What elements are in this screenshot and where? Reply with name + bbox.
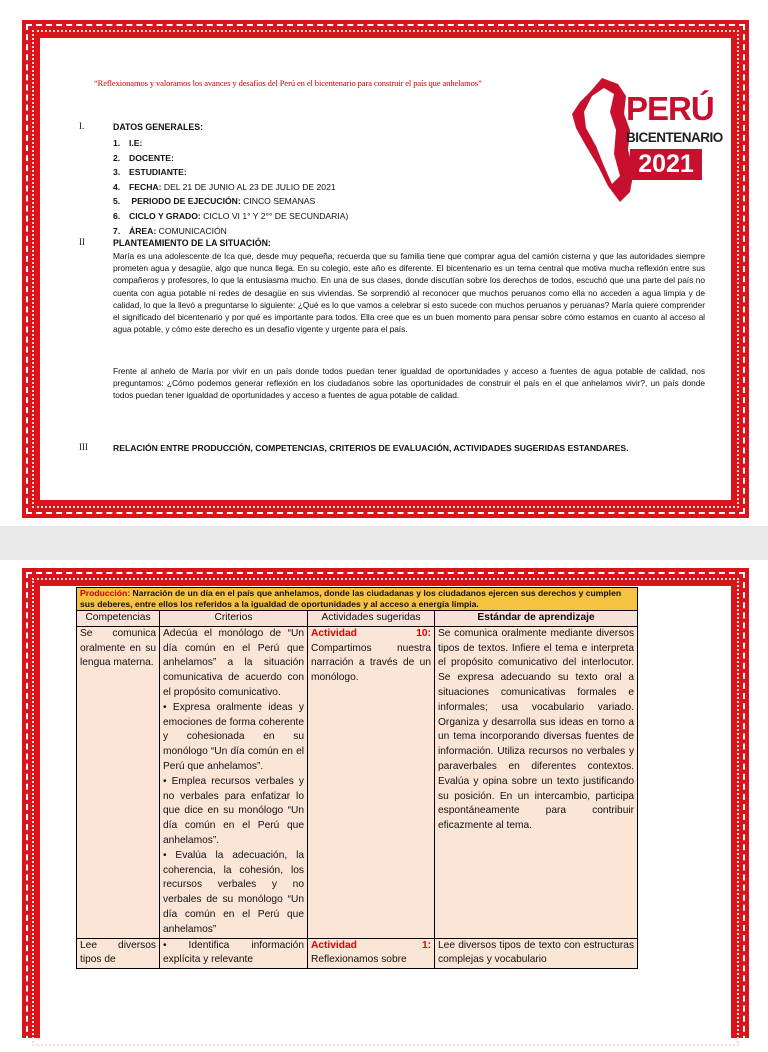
section-two-numeral: II [79, 237, 85, 247]
activity-text: Compartimos nuestra narración a través de un monólogo. [311, 642, 431, 684]
general-item-area: 7. ÁREA: COMUNICACIÓN [113, 225, 227, 236]
production-label: Producción: [80, 588, 131, 598]
section-two-title: PLANTEAMIENTO DE LA SITUACIÓN: [113, 238, 271, 248]
logo-peru-text: PERÚ [626, 90, 714, 127]
cell-actividad [308, 938, 435, 969]
general-item-fecha: 4. FECHA: DEL 21 DE JUNIO AL 23 DE JULIO DE 2021 [113, 181, 336, 192]
situation-paragraph-1: María es una adolescente de Ica que, desde muy pequeña, recuerda que su familia tiene que comprar agua del camión cisterna y que las autoridades siempre prometen agua y desagüe, algo que nunca llega. En su colegio, este año es diferente. El bicentenario es un tema central que motiva mucha reflexión entre sus compañeros y profesores, lo que la entusiasma mucho. En una de sus clases, donde discutían sobre los derechos de todos, escuchó que una parte del país no cuenta con agua potable ni redes de desagüe en sus viviendas. Se sorprendió al reconocer que muchos peruanos como ella no acceden a agua limpia y de calidad, lo que la llevó a preguntarse lo siguiente: ¿Qué es lo que vamos a celebrar si esto sucede con muchos peruanos y peruanas? María quiere comprender el significado del bicentenario y por qué es importante para todos. Ella cree que es un buen momento para pensar sobre cómo estamos en cuanto al acceso al agua potable, y cómo este derecho es un desafío vigente y urgente para el país. [113, 251, 705, 335]
criterio-item: • Evalúa la adecuación, la coherencia, la cohesión, los recursos verbales y no verbales de su monólogo “Un día común en el Perú que anhelamos” [163, 849, 304, 935]
cell-estandar: Se comunica oralmente mediante diversos tipos de textos. Infiere el tema e interpreta el propósito comunicativo del interlocutor. Se expresa adecuando su texto oral a situaciones comunicativas formales e informales; usa vocabulario variado. Organiza y desarrolla sus ideas en torno a un tema incorporando diversas fuentes de información. Utiliza recursos no verbales y paraverbales en diferentes contextos. Evalúa y opina sobre un texto justificando su posición. En un intercambio, participa espontáneamente para contribuir eficazmente al tema. [435, 626, 638, 938]
header-actividades: Actividades sugeridas [308, 611, 435, 627]
cell-criterios [160, 626, 308, 938]
competencies-table [76, 587, 638, 969]
motto-text: “Reflexionamos y valoramos los avances y desafíos del Perú en el bicentenario para construir el país que anhelamos” [94, 78, 482, 88]
activity-text: Reflexionamos sobre [311, 954, 407, 966]
header-competencias: Competencias [77, 611, 160, 627]
situation-paragraph-2: Frente al anhelo de María por vivir en un país donde todos puedan tener igualdad de oportunidades y acceso a fuentes de agua potable de calidad, nos preguntamos: ¿Cómo podemos generar reflexión en los ciudadanos sobre las oportunidades de construir el país en el que anhelamos vivir?, un país donde todos puedan tener igualdad de oportunidades y acceso a fuentes de agua potable de calidad. [113, 366, 705, 401]
cell-estandar: Lee diversos tipos de texto con estructuras complejas y vocabulario [435, 938, 638, 969]
header-criterios: Criterios [160, 611, 308, 627]
cell-actividad [308, 626, 435, 938]
criterio-item: • Emplea recursos verbales y no verbales para enfatizar lo que dice en su monólogo “Un día común en el Perú que anhelamos”. [163, 775, 304, 846]
activity-label: Actividad [311, 939, 357, 951]
logo-year-badge: 2021 [630, 149, 702, 180]
section-three-numeral: III [79, 442, 88, 452]
table-row [77, 938, 638, 969]
section-three-title: RELACIÓN ENTRE PRODUCCIÓN, COMPETENCIAS, CRITERIOS DE EVALUACIÓN, ACTIVIDADES SUGERIDAS ESTANDARES. [113, 443, 629, 453]
header-estandar: Estándar de aprendizaje [435, 611, 638, 627]
section-one-title: DATOS GENERALES: [113, 122, 204, 132]
activity-number: 1: [421, 939, 431, 951]
general-item-ciclo: 6. CICLO Y GRADO: CICLO VI 1° Y 2°° DE SECUNDARIA) [113, 210, 349, 221]
logo-bicentenario-text: BICENTENARIO [626, 130, 723, 145]
table-header-row [77, 611, 638, 627]
general-item-estudiante: 3. ESTUDIANTE: [113, 167, 187, 178]
cell-competencia: Lee diversos tipos de [77, 938, 160, 969]
general-item-docente: 2. DOCENTE: [113, 152, 174, 163]
production-row [77, 588, 638, 611]
general-item-periodo: 5. PERIODO DE EJECUCIÓN: CINCO SEMANAS [113, 196, 316, 207]
section-one-numeral: I. [79, 121, 85, 131]
cell-competencia: Se comunica oralmente en su lengua materna. [77, 626, 160, 938]
table-row [77, 626, 638, 938]
activity-label: Actividad [311, 627, 357, 639]
activity-number: 10: [416, 627, 431, 639]
peru-bicentenario-logo [570, 74, 723, 206]
general-item-ie: 1. I.E: [113, 138, 143, 148]
production-text: Narración de un día en el país que anhelamos, donde las ciudadanas y los ciudadanos ejercen sus derechos y cumplen sus deberes, entre ellos los referidos a la igualdad de oportunidades y al acceso a energía limpia. [80, 588, 622, 609]
cell-criterios [160, 938, 308, 969]
general-data-list [113, 136, 348, 238]
page-gap [0, 526, 768, 560]
criterio-item: • Identifica información explícita y relevante [163, 939, 304, 966]
criterio-item: Adecúa el monólogo de “Un día común en el Perú que anhelamos” a la situación comunicativa de acuerdo con el propósito comunicativo. [163, 627, 304, 698]
criterio-item: • Expresa oralmente ideas y emociones de forma coherente y cohesionada en su monólogo “Un día común en el Perú que anhelamos”. [163, 701, 304, 772]
